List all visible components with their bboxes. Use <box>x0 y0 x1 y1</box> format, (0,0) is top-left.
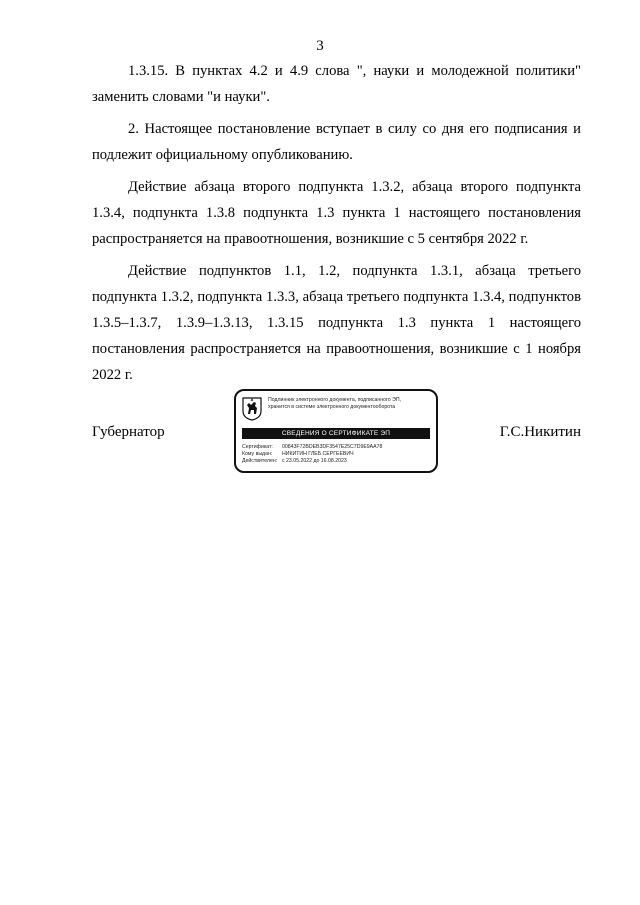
stamp-header-line: хранится в системе электронного документооборота <box>268 404 396 410</box>
paragraph-amendment: 1.3.15. В пунктах 4.2 и 4.9 слова ", науки и молодежной политики" заменить словами "и науки". <box>92 63 581 105</box>
certificate-label: Сертификат: <box>242 444 273 450</box>
certificate-value: 00843F72BDEB3DF3547E25C7D9E9AA78 <box>282 444 383 450</box>
coat-of-arms-icon <box>242 397 262 421</box>
paragraph-effective-date: 2. Настоящее постановление вступает в силу со дня его подписания и подлежит официальному опубликованию. <box>92 121 581 163</box>
stamp-row-owner <box>242 451 430 458</box>
stamp-details <box>242 444 430 465</box>
page-number: 3 <box>316 38 324 54</box>
validity-label: Действителен: <box>242 458 278 464</box>
owner-value: НИКИТИН ГЛЕБ СЕРГЕЕВИЧ <box>282 451 354 457</box>
electronic-signature-stamp <box>234 389 438 473</box>
paragraph-retroactive-november: Действие подпунктов 1.1, 1.2, подпункта 1.3.1, абзаца третьего подпункта 1.3.2, подпункта 1.3.3, абзаца третьего подпункта 1.3.4, подпунктов 1.3.5–1.3.7, 1.3.9–1.3.13, 1.3.15 подпункта 1.3 пункта 1 настоящего постановления распространяется на правоотношения, возникшие с 1 ноября 2022 г. <box>92 263 581 383</box>
stamp-row-validity <box>242 458 430 465</box>
validity-value: с 23.05.2022 до 16.08.2023 <box>282 458 347 464</box>
paragraph-retroactive-september: Действие абзаца второго подпункта 1.3.2, абзаца второго подпункта 1.3.4, подпункта 1.3.8 подпункта 1.3 пункта 1 настоящего постановления распространяется на правоотношения, возникшие с 5 сентября 2022 г. <box>92 179 581 247</box>
stamp-row-certificate <box>242 444 430 451</box>
owner-label: Кому выдан: <box>242 451 273 457</box>
stamp-certificate-title: СВЕДЕНИЯ О СЕРТИФИКАТЕ ЭП <box>242 428 430 439</box>
signatory-name: Г.С.Никитин <box>499 424 581 440</box>
document-body <box>92 58 581 394</box>
stamp-header-line: Подлинник электронного документа, подписанного ЭП, <box>268 397 402 403</box>
stamp-header <box>268 397 434 411</box>
signatory-title: Губернатор <box>92 424 165 440</box>
signature-block <box>92 388 581 478</box>
